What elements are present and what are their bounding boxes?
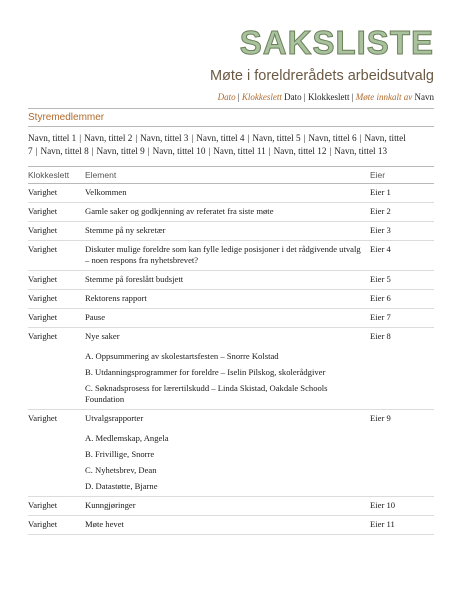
member-separator: | (91, 146, 94, 156)
divider (28, 126, 434, 127)
board-member[interactable]: Navn, tittel 9 (96, 146, 145, 156)
agenda-time[interactable]: Varighet (28, 187, 58, 197)
agenda-time[interactable]: Varighet (28, 225, 58, 235)
agenda-element (85, 271, 365, 289)
agenda-row (28, 309, 434, 328)
agenda-table-header (28, 170, 434, 182)
agenda-row (28, 241, 434, 271)
agenda-owner[interactable]: Eier 10 (370, 500, 396, 510)
column-header-owner: Eier (370, 170, 386, 180)
board-member[interactable]: Navn, tittel 2 (84, 133, 133, 143)
agenda-time[interactable]: Varighet (28, 413, 58, 423)
agenda-subitem[interactable]: B. Frivillige, Snorre (85, 449, 155, 459)
divider (28, 166, 434, 167)
member-separator: | (147, 146, 150, 156)
agenda-element-text[interactable]: Rektorens rapport (85, 293, 147, 303)
meta-separator: | (351, 92, 356, 102)
board-member[interactable]: Navn, tittel 8 (40, 146, 89, 156)
agenda-subitem[interactable]: A. Medlemskap, Angela (85, 433, 169, 443)
agenda-owner[interactable]: Eier 11 (370, 519, 395, 529)
member-separator: | (79, 133, 82, 143)
agenda-owner[interactable]: Eier 1 (370, 187, 391, 197)
agenda-element-text[interactable]: Pause (85, 312, 106, 322)
agenda-element (85, 203, 365, 221)
agenda-row (28, 410, 434, 497)
agenda-row (28, 203, 434, 222)
member-separator: | (208, 146, 211, 156)
board-member[interactable]: Navn, tittel 13 (334, 146, 388, 156)
meeting-subtitle: Møte i foreldrerådets arbeidsutvalg (209, 68, 434, 84)
agenda-element (85, 328, 365, 409)
agenda-subitem[interactable]: C. Søknadsprosess for lærertilskudd – Linda Skistad, Oakdale Schools Foundation (85, 383, 328, 404)
agenda-element-text[interactable]: Nye saker (85, 331, 120, 341)
member-separator: | (191, 133, 194, 143)
agenda-element (85, 516, 365, 534)
agenda-time[interactable]: Varighet (28, 519, 58, 529)
agenda-element-text[interactable]: Stemme på foreslått budsjett (85, 274, 184, 284)
meta-separator: | (237, 92, 242, 102)
agenda-time[interactable]: Varighet (28, 274, 58, 284)
divider (28, 108, 434, 109)
agenda-time[interactable]: Varighet (28, 331, 58, 341)
time-label: Klokkeslett (241, 92, 282, 102)
member-separator: | (303, 133, 306, 143)
agenda-owner[interactable]: Eier 3 (370, 225, 391, 235)
board-member[interactable]: Navn, tittel 4 (196, 133, 245, 143)
board-member[interactable]: Navn, tittel 11 (213, 146, 266, 156)
time-value[interactable]: Klokkeslett (307, 92, 350, 102)
agenda-row (28, 290, 434, 309)
date-label: Dato (217, 92, 236, 102)
agenda-element (85, 410, 365, 496)
agenda-table (28, 184, 434, 535)
agenda-subitem[interactable]: D. Datastøtte, Bjarne (85, 481, 158, 491)
agenda-owner[interactable]: Eier 6 (370, 293, 391, 303)
member-separator: | (135, 133, 138, 143)
agenda-element-text[interactable]: Stemme på ny sekretær (85, 225, 166, 235)
agenda-row (28, 497, 434, 516)
agenda-element-text[interactable]: Utvalgsrapporter (85, 413, 144, 423)
member-separator: | (35, 146, 38, 156)
agenda-element-text[interactable]: Diskuter mulige foreldre som kan fylle ledige posisjoner i det rådgivende utvalg – noen respons fra nyhetsbrevet? (85, 244, 361, 265)
agenda-element (85, 290, 365, 308)
date-value[interactable]: Dato (284, 92, 302, 102)
board-members-list (28, 132, 434, 158)
member-separator: | (329, 146, 332, 156)
invited-value[interactable]: Navn (414, 92, 434, 102)
page-title: SAKSLISTE (239, 24, 434, 61)
agenda-owner[interactable]: Eier 5 (370, 274, 391, 284)
board-member[interactable]: Navn, tittel 7 (28, 133, 406, 156)
agenda-time[interactable]: Varighet (28, 206, 58, 216)
agenda-element (85, 309, 365, 327)
agenda-subitem[interactable]: A. Oppsummering av skolestartsfesten – Snorre Kolstad (85, 351, 279, 361)
member-separator: | (359, 133, 362, 143)
agenda-element (85, 241, 365, 270)
board-member[interactable]: Navn, tittel 6 (308, 133, 357, 143)
agenda-subitem[interactable]: C. Nyhetsbrev, Dean (85, 465, 157, 475)
agenda-owner[interactable]: Eier 9 (370, 413, 391, 423)
board-member[interactable]: Navn, tittel 1 (28, 133, 77, 143)
agenda-row (28, 222, 434, 241)
agenda-time[interactable]: Varighet (28, 312, 58, 322)
board-member[interactable]: Navn, tittel 3 (140, 133, 189, 143)
agenda-owner[interactable]: Eier 7 (370, 312, 391, 322)
agenda-element (85, 222, 365, 240)
column-header-element: Element (85, 170, 117, 180)
meta-separator: | (303, 92, 308, 102)
board-heading: Styremedlemmer (28, 112, 105, 123)
agenda-time[interactable]: Varighet (28, 244, 58, 254)
member-separator: | (247, 133, 250, 143)
meeting-meta (218, 92, 434, 102)
agenda-owner[interactable]: Eier 4 (370, 244, 391, 254)
agenda-time[interactable]: Varighet (28, 293, 58, 303)
agenda-owner[interactable]: Eier 2 (370, 206, 391, 216)
agenda-subitem[interactable]: B. Utdanningsprogrammer for foreldre – Iselin Pilskog, skolerådgiver (85, 367, 326, 377)
board-member[interactable]: Navn, tittel 12 (273, 146, 327, 156)
board-member[interactable]: Navn, tittel 5 (252, 133, 301, 143)
agenda-row (28, 184, 434, 203)
agenda-time[interactable]: Varighet (28, 500, 58, 510)
agenda-element-text[interactable]: Gamle saker og godkjenning av referatet fra siste møte (85, 206, 274, 216)
agenda-element (85, 497, 365, 515)
agenda-element-text[interactable]: Kunngjøringer (85, 500, 136, 510)
member-separator: | (268, 146, 271, 156)
agenda-element-text[interactable]: Velkommen (85, 187, 127, 197)
column-header-time: Klokkeslett (28, 170, 70, 180)
board-member[interactable]: Navn, tittel 10 (152, 146, 206, 156)
agenda-element (85, 184, 365, 202)
agenda-row (28, 516, 434, 535)
invited-label: Møte innkalt av (355, 92, 413, 102)
agenda-element-text[interactable]: Møte hevet (85, 519, 124, 529)
agenda-owner[interactable]: Eier 8 (370, 331, 391, 341)
agenda-row (28, 271, 434, 290)
agenda-row (28, 328, 434, 410)
